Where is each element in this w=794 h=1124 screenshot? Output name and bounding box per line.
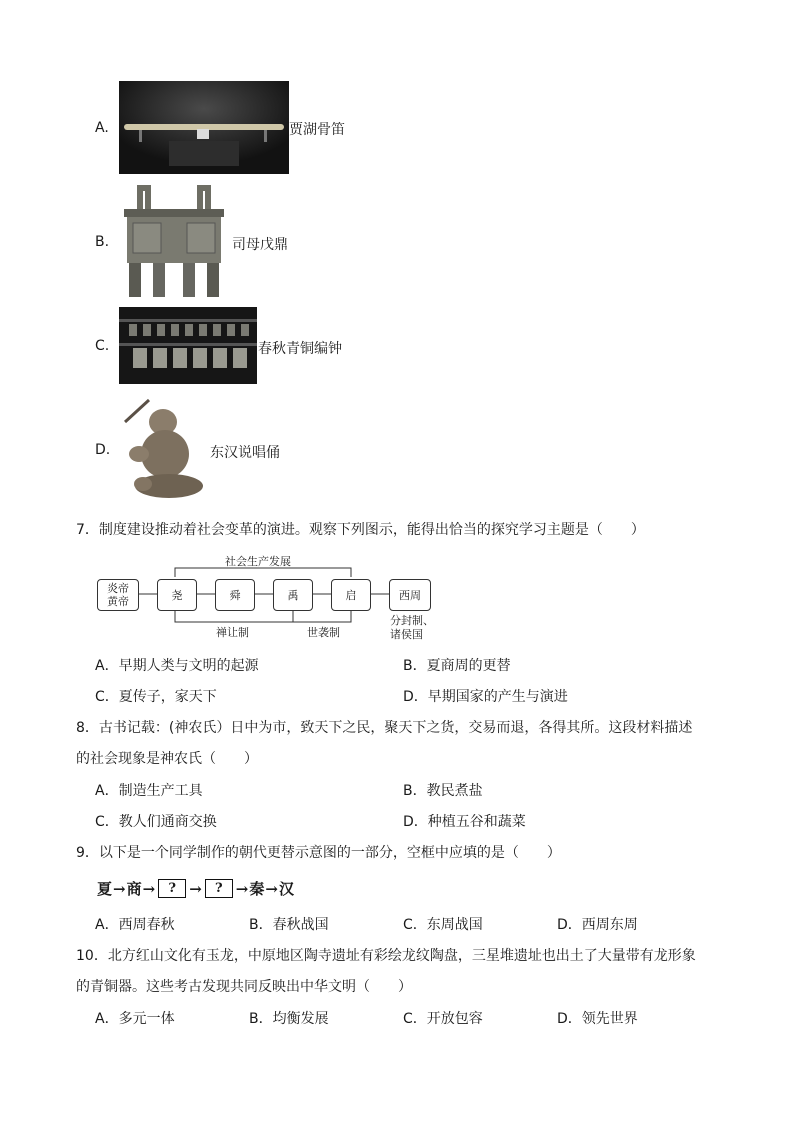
q7-option-c[interactable]: C．夏传子，家天下 [95, 689, 217, 705]
option-b-caption: 司母戊鼎 [232, 237, 288, 253]
storyteller-figurine-image [119, 394, 209, 502]
diagram-label-fenfeng: 分封制、 [390, 614, 434, 627]
question-8-stem-line1: 8．古书记载：(神农氏）日中为市，致天下之民，聚天下之货，交易而退，各得其所。这段材料描述 [76, 720, 693, 736]
diagram-box-line: 炎帝 [107, 582, 129, 595]
bronze-bells-image [119, 307, 257, 384]
seq-qin: 秦 [249, 880, 265, 898]
seq-arrow: → [142, 879, 156, 898]
option-letter-d: D. [95, 442, 111, 458]
seq-arrow: → [265, 879, 278, 898]
system-evolution-diagram [95, 548, 455, 648]
option-letter-b: B. [95, 234, 110, 250]
q9-option-c[interactable]: C．东周战国 [403, 917, 483, 933]
diagram-box-yandi [97, 579, 139, 611]
seq-arrow: → [189, 879, 202, 898]
ding-vessel-image [119, 181, 229, 299]
diagram-box-xizhou: 西周 [389, 579, 431, 611]
seq-han: 汉 [278, 880, 294, 898]
diagram-top-label: 社会生产发展 [225, 555, 291, 568]
diagram-label-shixi: 世袭制 [307, 626, 340, 639]
q8-option-c[interactable]: C．教人们通商交换 [95, 814, 217, 830]
q10-option-c[interactable]: C．开放包容 [403, 1011, 483, 1027]
seq-blank-1: ? [158, 879, 186, 898]
question-10-stem-line1: 10．北方红山文化有玉龙，中原地区陶寺遗址有彩绘龙纹陶盘，三星堆遗址也出土了大量带有龙形象 [76, 948, 696, 964]
option-d-caption: 东汉说唱俑 [210, 445, 280, 461]
q7-option-a[interactable]: A．早期人类与文明的起源 [95, 658, 259, 674]
seq-xia: 夏 [97, 880, 113, 898]
diagram-box-yao: 尧 [157, 579, 197, 611]
q8-option-d[interactable]: D．种植五谷和蔬菜 [403, 814, 526, 830]
diagram-label-zhuhou: 诸侯国 [390, 628, 423, 641]
dynasty-sequence [97, 878, 294, 899]
seq-shang: 商 [126, 880, 142, 898]
q10-option-a[interactable]: A．多元一体 [95, 1011, 175, 1027]
q9-option-a[interactable]: A．西周春秋 [95, 917, 175, 933]
seq-arrow: → [113, 879, 126, 898]
bone-flute-image [119, 81, 289, 174]
diagram-box-line: 黄帝 [107, 595, 129, 608]
q10-option-b[interactable]: B．均衡发展 [249, 1011, 329, 1027]
diagram-box-yu: 禹 [273, 579, 313, 611]
option-a-caption: 贾湖骨笛 [289, 122, 345, 138]
question-7-stem: 7．制度建设推动着社会变革的演进。观察下列图示，能得出恰当的探究学习主题是（ ） [76, 522, 645, 538]
option-c-caption: 春秋青铜编钟 [258, 341, 342, 357]
seq-blank-2: ? [205, 879, 233, 898]
q10-option-d[interactable]: D．领先世界 [557, 1011, 638, 1027]
option-letter-a: A. [95, 120, 109, 136]
seq-arrow: → [235, 879, 249, 898]
q8-option-a[interactable]: A．制造生产工具 [95, 783, 203, 799]
q7-option-b[interactable]: B．夏商周的更替 [403, 658, 511, 674]
diagram-box-shun: 舜 [215, 579, 255, 611]
q7-option-d[interactable]: D．早期国家的产生与演进 [403, 689, 568, 705]
q9-option-d[interactable]: D．西周东周 [557, 917, 638, 933]
question-10-stem-line2: 的青铜器。这些考古发现共同反映出中华文明（ ） [76, 979, 412, 995]
question-8-stem-line2: 的社会现象是神农氏（ ） [76, 751, 258, 767]
q9-option-b[interactable]: B．春秋战国 [249, 917, 329, 933]
question-9-stem: 9．以下是一个同学制作的朝代更替示意图的一部分，空框中应填的是（ ） [76, 845, 561, 861]
diagram-label-chanrang: 禅让制 [216, 626, 249, 639]
option-letter-c: C. [95, 338, 110, 354]
q8-option-b[interactable]: B．教民煮盐 [403, 783, 483, 799]
diagram-box-qi: 启 [331, 579, 371, 611]
